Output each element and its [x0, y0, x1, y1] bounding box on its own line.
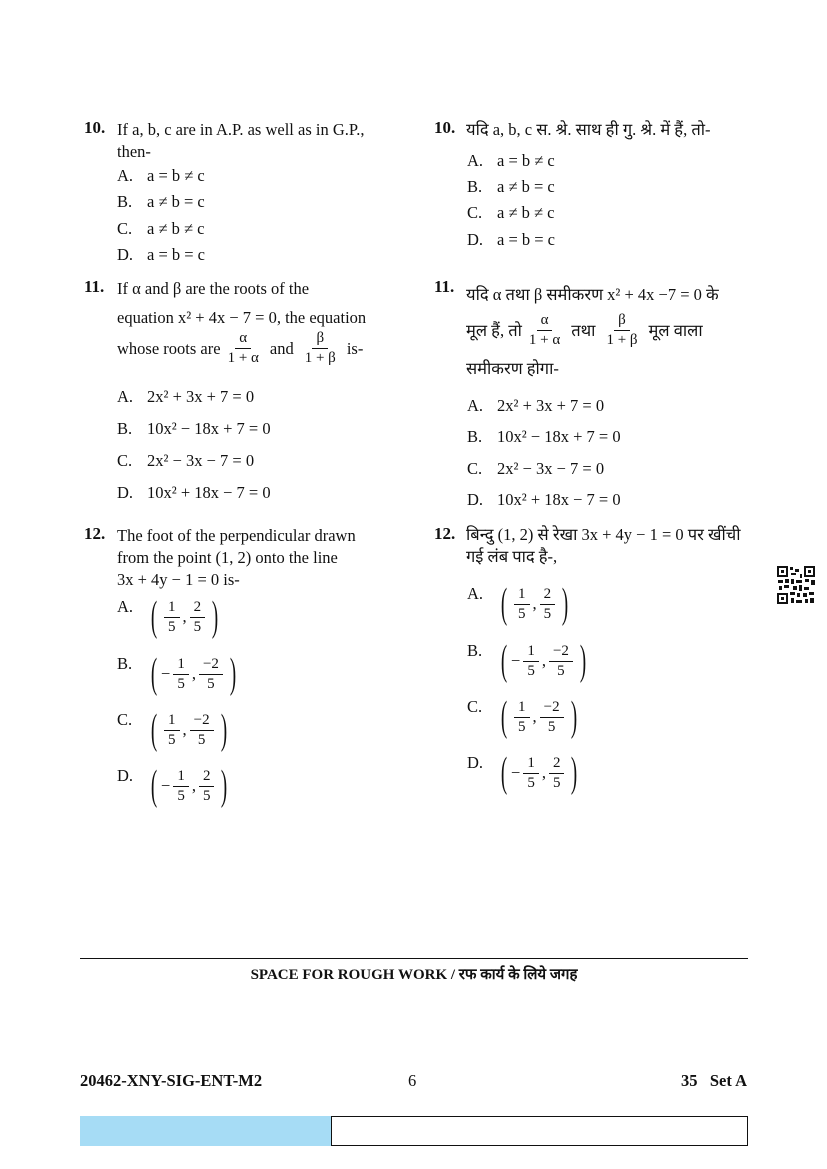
text: equation — [117, 308, 174, 327]
fraction — [190, 712, 214, 749]
equation: 3x + 4y − 1 = 0 — [117, 570, 220, 589]
sign: − — [161, 664, 171, 683]
coordinate-pair: ( $\frac{1}{5}$ , $\frac{2}{5}$ ) — [500, 581, 569, 627]
coordinate-pair: ( − $\frac{1}{5}$ , $\frac{2}{5}$ ) — [500, 750, 578, 796]
fraction — [523, 643, 539, 680]
fraction — [173, 656, 189, 693]
fraction — [549, 755, 565, 792]
question-line: If α and β are the roots of the — [117, 279, 310, 298]
denominator: 5 — [527, 774, 535, 791]
numerator: 2 — [199, 768, 215, 787]
question-line: then- — [117, 142, 151, 161]
left-paren: ( — [150, 651, 158, 697]
coordinate-pair: ( − $\frac{1}{5}$ , $\frac{-2}{5}$ ) — [150, 651, 237, 697]
option-b[interactable] — [467, 427, 621, 447]
option-b[interactable] — [467, 177, 555, 197]
option-text: 2x² + 3x + 7 = 0 — [147, 387, 255, 406]
equation: x² + 4x −7 = 0 — [607, 285, 702, 304]
fraction — [301, 330, 340, 367]
fraction — [164, 599, 180, 636]
option-label: A. — [117, 166, 134, 185]
text: तथा — [571, 320, 596, 340]
numerator: β — [312, 330, 328, 349]
coordinate-pair: ( $\frac{1}{5}$ , $\frac{-2}{5}$ ) — [150, 707, 227, 753]
option-c[interactable] — [117, 707, 231, 753]
option-text: 2x² − 3x − 7 = 0 — [147, 451, 255, 470]
question-text — [117, 119, 417, 163]
option-a[interactable] — [467, 396, 604, 416]
denominator: 1 + α — [227, 350, 259, 366]
fraction — [199, 656, 223, 693]
text: मूल हैं, तो — [466, 320, 522, 340]
sign: − — [511, 651, 521, 670]
option-text: a = b = c — [147, 245, 206, 264]
option-label: C. — [117, 219, 133, 238]
text: is- — [223, 570, 240, 589]
denominator: 5 — [202, 787, 211, 804]
option-a[interactable] — [117, 166, 205, 186]
option-label: B. — [117, 192, 133, 211]
left-paren: ( — [500, 581, 508, 627]
question-number: 10. — [434, 118, 456, 137]
denominator: 5 — [518, 718, 526, 735]
denominator: 1 + α — [528, 332, 561, 348]
denominator: 5 — [547, 718, 556, 735]
question-line: from the point (1, 2) onto the line — [117, 548, 338, 567]
numerator: 1 — [173, 768, 189, 787]
question-line — [117, 330, 363, 367]
option-label: C. — [467, 459, 483, 478]
coordinate-pair: ( $\frac{1}{5}$ , $\frac{2}{5}$ ) — [150, 594, 219, 640]
question-line: The foot of the perpendicular drawn — [117, 526, 356, 545]
fraction — [525, 312, 564, 349]
question-line: समीकरण होगा- — [466, 359, 559, 378]
option-d[interactable] — [467, 230, 555, 250]
numerator: 1 — [514, 586, 530, 605]
divider-line — [80, 958, 748, 959]
option-label: B. — [467, 641, 483, 660]
color-bar — [80, 1116, 331, 1146]
option-c[interactable] — [117, 219, 205, 239]
option-label: B. — [117, 419, 133, 438]
text: मूल वाला — [648, 320, 703, 340]
numerator: 1 — [523, 643, 539, 662]
rough-work-label: SPACE FOR ROUGH WORK / रफ कार्य के लिये जगह — [250, 967, 578, 983]
fraction — [549, 643, 573, 680]
option-d[interactable] — [117, 763, 231, 809]
denominator: 5 — [518, 605, 526, 622]
option-label: A. — [117, 387, 134, 406]
option-label: C. — [467, 697, 483, 716]
numerator: 1 — [173, 656, 189, 675]
text: , the equation — [276, 308, 367, 327]
option-label: B. — [467, 177, 483, 196]
numerator: −2 — [549, 643, 573, 662]
fraction — [173, 768, 189, 805]
option-a[interactable] — [467, 581, 572, 627]
fraction — [514, 586, 530, 623]
option-b[interactable] — [117, 192, 205, 212]
right-paren: ) — [220, 707, 227, 753]
fraction — [523, 755, 539, 792]
question-text — [466, 524, 756, 568]
question-line: गई लंब पाद है-, — [466, 547, 558, 566]
option-label: A. — [467, 584, 484, 603]
right-paren: ) — [229, 651, 237, 697]
left-paren: ( — [500, 694, 508, 740]
option-text: a = b = c — [497, 230, 556, 249]
coordinate-pair: ( $\frac{1}{5}$ , $\frac{-2}{5}$ ) — [500, 694, 577, 740]
option-a[interactable] — [117, 387, 254, 407]
option-text: a = b ≠ c — [497, 151, 555, 170]
numerator: 2 — [190, 599, 206, 618]
option-text: a ≠ b = c — [497, 177, 555, 196]
question-line — [117, 569, 417, 591]
option-c[interactable] — [117, 451, 254, 471]
fraction — [514, 699, 530, 736]
denominator: 5 — [177, 675, 185, 692]
numerator: −2 — [199, 656, 223, 675]
option-label: D. — [467, 490, 484, 509]
option-text: a ≠ b ≠ c — [497, 203, 555, 222]
option-label: D. — [117, 766, 134, 785]
option-text: 10x² − 18x + 7 = 0 — [497, 427, 621, 446]
option-c[interactable] — [467, 459, 604, 479]
option-text: 2x² − 3x − 7 = 0 — [497, 459, 605, 478]
coordinate-pair: ( − $\frac{1}{5}$ , $\frac{2}{5}$ ) — [150, 763, 228, 809]
option-label: B. — [467, 427, 483, 446]
numerator: α — [235, 330, 251, 349]
option-text: a = b ≠ c — [147, 166, 205, 185]
text: बिन्दु (1, 2) से रेखा — [466, 525, 578, 544]
denominator: 1 + β — [304, 350, 336, 366]
denominator: 5 — [557, 662, 565, 679]
coordinate-pair: ( − $\frac{1}{5}$ , $\frac{-2}{5}$ ) — [500, 638, 587, 684]
option-text: a ≠ b ≠ c — [147, 219, 205, 238]
option-label: D. — [467, 753, 484, 772]
left-paren: ( — [500, 750, 508, 796]
denominator: 5 — [168, 731, 176, 748]
numerator: β — [614, 312, 630, 331]
blank-box — [331, 1116, 748, 1146]
text: के — [706, 285, 719, 304]
text: and — [269, 338, 294, 358]
option-label: D. — [117, 483, 134, 502]
numerator: 2 — [540, 586, 556, 605]
fraction — [540, 586, 556, 623]
numerator: 1 — [514, 699, 530, 718]
fraction — [190, 599, 206, 636]
option-b[interactable] — [117, 419, 271, 439]
denominator: 5 — [207, 675, 215, 692]
option-label: C. — [117, 451, 133, 470]
equation: x² + 4x − 7 = 0 — [177, 308, 277, 327]
question-line — [466, 524, 756, 546]
numerator: −2 — [190, 712, 214, 731]
right-paren: ) — [579, 638, 587, 684]
option-a[interactable] — [467, 151, 555, 171]
paper-code: 20462-XNY-SIG-ENT-M2 — [80, 1071, 263, 1090]
right-paren: ) — [571, 750, 578, 796]
option-label: D. — [467, 230, 484, 249]
option-b[interactable] — [117, 651, 240, 697]
option-text: 10x² − 18x + 7 = 0 — [147, 419, 271, 438]
denominator: 5 — [177, 787, 185, 804]
right-paren: ) — [211, 594, 219, 640]
denominator: 5 — [168, 618, 176, 635]
option-d[interactable] — [117, 483, 271, 503]
question-line: यदि a, b, c स. श्रे. साथ ही गु. श्रे. में हैं, तो- — [466, 120, 711, 139]
numerator: 1 — [164, 599, 180, 618]
option-c[interactable] — [467, 203, 555, 223]
fraction — [199, 768, 215, 805]
sign: − — [161, 776, 171, 795]
numerator: 1 — [164, 712, 180, 731]
numerator: 2 — [549, 755, 565, 774]
fraction — [540, 699, 564, 736]
option-text: a ≠ b = c — [147, 192, 205, 211]
denominator: 5 — [543, 605, 552, 622]
question-number: 12. — [434, 524, 456, 543]
option-text: 10x² + 18x − 7 = 0 — [497, 490, 621, 509]
page-number: 6 — [408, 1071, 417, 1090]
option-label: B. — [117, 654, 133, 673]
left-paren: ( — [150, 594, 158, 640]
option-c[interactable] — [467, 694, 581, 740]
fraction — [602, 312, 641, 349]
numerator: 1 — [523, 755, 539, 774]
option-text: 2x² + 3x + 7 = 0 — [497, 396, 605, 415]
option-b[interactable] — [467, 638, 590, 684]
question-line — [117, 307, 417, 329]
sign: − — [511, 763, 521, 782]
option-label: A. — [117, 597, 134, 616]
question-number: 11. — [84, 277, 105, 296]
question-text — [117, 525, 417, 591]
option-label: C. — [117, 710, 133, 729]
option-a[interactable] — [117, 594, 222, 640]
left-paren: ( — [150, 707, 158, 753]
denominator: 5 — [552, 774, 561, 791]
qr-code-icon — [776, 565, 816, 605]
left-paren: ( — [500, 638, 508, 684]
fraction — [164, 712, 180, 749]
text: पर खींची — [687, 525, 741, 544]
option-label: D. — [117, 245, 134, 264]
question-line — [466, 312, 703, 349]
option-label: A. — [467, 396, 484, 415]
numerator: α — [537, 312, 553, 331]
option-label: A. — [467, 151, 484, 170]
question-line — [466, 284, 719, 306]
denominator: 5 — [197, 731, 206, 748]
option-d[interactable] — [117, 245, 205, 265]
text: यदि α तथा β समीकरण — [466, 285, 604, 304]
option-d[interactable] — [467, 490, 621, 510]
option-label: C. — [467, 203, 483, 222]
equation: 3x + 4y − 1 = 0 — [581, 525, 684, 544]
left-paren: ( — [150, 763, 158, 809]
option-d[interactable] — [467, 750, 581, 796]
numerator: −2 — [540, 699, 564, 718]
question-number: 11. — [434, 277, 455, 296]
set-label: 35 Set A — [681, 1071, 747, 1090]
text: whose roots are — [117, 338, 221, 358]
denominator: 5 — [527, 662, 535, 679]
right-paren: ) — [561, 581, 569, 627]
fraction — [224, 330, 263, 367]
right-paren: ) — [570, 694, 577, 740]
denominator: 5 — [193, 618, 202, 635]
question-line: If a, b, c are in A.P. as well as in G.P., — [117, 120, 365, 139]
question-number: 12. — [84, 524, 106, 543]
question-number: 10. — [84, 118, 106, 137]
option-text: 10x² + 18x − 7 = 0 — [147, 483, 271, 502]
denominator: 1 + β — [606, 332, 638, 348]
text: is- — [346, 338, 364, 358]
right-paren: ) — [221, 763, 228, 809]
